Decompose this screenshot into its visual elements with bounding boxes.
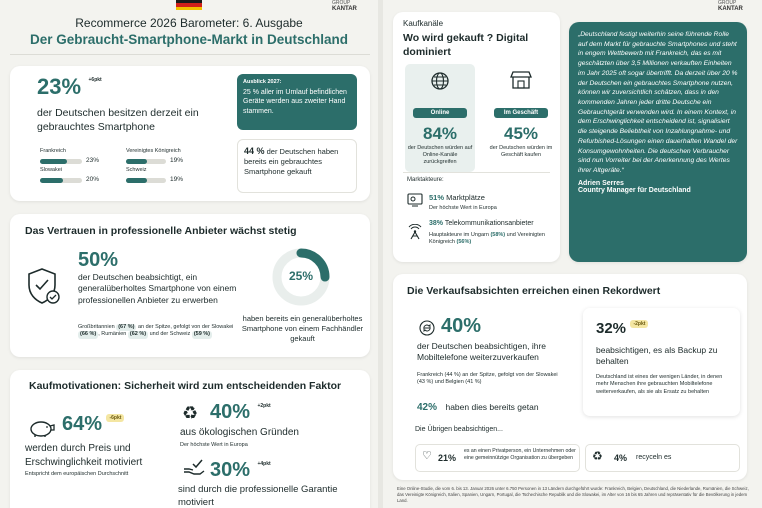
ownership-card	[10, 66, 370, 201]
country-value: 19%	[170, 157, 184, 165]
donut-text: haben bereits ein generalüberholtes Smartphone von einem Fachhändler gekauft	[241, 314, 364, 344]
ownership-text: der Deutschen besitzen derzeit ein gebrauchtes Smartphone	[37, 107, 199, 134]
recycle-value: 4%	[614, 453, 628, 463]
country-uk	[126, 148, 201, 166]
footnote-uk: (67 %)	[118, 324, 135, 330]
piggy-bank-icon	[28, 418, 56, 438]
store-value: 45%	[503, 124, 539, 143]
globe-icon	[429, 70, 451, 92]
eco-delta: +2pkt	[257, 403, 271, 409]
motivation-heading: Kaufmotivationen: Sicherheit wird zum entscheidenden Faktor	[29, 380, 342, 392]
motivation-card	[10, 370, 370, 508]
resale-text: der Deutschen beabsichtigen, ihre Mobiltelefone weiterzuverkaufen	[417, 341, 546, 363]
right-page	[383, 0, 762, 508]
report-subtitle: Der Gebraucht-Smartphone-Markt in Deutschland	[29, 32, 349, 47]
footnote-text: an der Spitze, gefolgt von der Slowakei	[137, 324, 234, 330]
price-note: Entspricht dem europäischen Durchschnitt	[25, 471, 129, 477]
kantar-logo	[332, 0, 357, 13]
kantar-logo-right	[718, 0, 743, 13]
channels-heading: Wo wird gekauft ? Digital dominiert	[403, 32, 529, 58]
country-name: Schweiz	[126, 167, 147, 173]
recycle-box	[585, 444, 740, 472]
logo-group: GROUP	[718, 0, 737, 6]
telco-note-text: Hauptakteure im Ungarn	[429, 232, 489, 238]
give-text: es an einen Privatperson, ein Unternehmen oder eine gemeinnützige Organisation zu übergeben	[464, 448, 576, 461]
heart-icon: ♡	[422, 450, 432, 462]
channels-card	[393, 12, 560, 262]
already-bought-text: der Deutschen haben bereits ein gebrauchtes Smartphone gekauft	[244, 147, 339, 177]
country-sk	[40, 167, 108, 185]
country-bar	[40, 178, 63, 183]
marketplace-icon	[407, 193, 423, 207]
telco-value: 38%	[429, 220, 444, 227]
done-value: 42%	[417, 402, 438, 413]
backup-note: Deutschland ist eines der wenigen Länder, in denen mehr Menschen ihre gebrauchten Mobiltelefone weiterverkaufen, als sie als Ersatz zu behalten	[596, 374, 723, 395]
german-flag-icon	[176, 0, 202, 10]
eco-note: Der höchste Wert in Europa	[180, 442, 248, 448]
footnote-sk: (66 %)	[80, 331, 97, 338]
warranty-text: sind durch die professionelle Garantie motiviert	[178, 484, 338, 508]
trust-text: der Deutschen beabsichtigt, ein generalüberholtes Smartphone von einem professionellen Anbieter zu erwerben	[78, 272, 237, 305]
ownership-value: 23%	[37, 74, 82, 99]
outlook-text: 25 % aller im Umlauf befindlichen Geräte werden aus zweiter Hand stammen.	[243, 89, 347, 115]
give-value: 21%	[438, 453, 457, 463]
quote-role: Country Manager für Deutschland	[578, 186, 691, 194]
store-label: Im Geschäft	[494, 108, 548, 118]
trust-card	[10, 214, 370, 357]
country-name: Frankreich	[40, 148, 66, 154]
donut-chart	[270, 246, 332, 308]
ownership-delta: +6pkt	[88, 77, 102, 83]
players-title: Marktakteure:	[407, 177, 444, 183]
eco-value: 40%	[210, 401, 251, 423]
eco-text: aus ökologischen Gründen	[180, 427, 299, 438]
store-icon	[510, 70, 532, 90]
resale-heading: Die Verkaufsabsichten erreichen einen Rekordwert	[407, 285, 661, 297]
telco-note	[429, 232, 554, 247]
trust-value: 50%	[78, 249, 119, 271]
backup-box	[583, 308, 740, 416]
online-text: der Deutschen würden auf Online-Kanäle zurückgreifen	[407, 145, 473, 166]
footnote-text: , Rumänien	[98, 331, 127, 338]
price-text: werden durch Preis und Erschwinglichkeit motiviert	[25, 443, 143, 468]
warranty-value: 30%	[210, 459, 251, 481]
logo-name: KANTAR	[718, 6, 743, 12]
country-name: Slowakei	[40, 167, 63, 173]
country-name: Vereinigtes Königreich	[126, 148, 181, 154]
country-value: 23%	[86, 157, 100, 165]
report-title: Recommerce 2026 Barometer: 6. Ausgabe	[75, 16, 303, 30]
country-ch	[126, 167, 201, 185]
others-label: Die Übrigen beabsichtigen...	[415, 426, 503, 433]
already-bought-box	[237, 139, 357, 193]
telco-note-text: und Vereinigten Königreich	[429, 232, 545, 246]
country-value: 19%	[170, 176, 184, 184]
donut-value: 25%	[288, 269, 314, 283]
backup-delta: -2pkt	[630, 320, 648, 328]
title-divider	[10, 54, 370, 55]
country-bar	[126, 178, 147, 183]
telco-label: Telekommunikationsanbieter	[444, 220, 534, 227]
country-fr	[40, 148, 108, 166]
store-text: der Deutschen würden im Geschäft kaufen	[489, 145, 553, 159]
logo-group: GROUP	[332, 0, 351, 6]
backup-value: 32%	[596, 320, 627, 337]
quote-text: „Deutschland festigt weiterhin seine führende Rolle auf dem Markt für gebrauchte Smartphones und steht in engem Wettbewerb mit Frankreich, das es mit geschätzten über 3,5 Millionen verkauften Einheiten im Jahr 2025 oft sogar übertrifft. Da derzeit über 20 % der Deutschen ein gebrauchtes Smartphone nutzen, können wir zuversichtlich schätzen, dass in den kommenden Jahren jeder dritte Deutsche ein Gebrauchtgerät verwenden wird. In einem Kontext, in dem Erschwinglichkeit entscheidend ist, signalisiert die steigende Beliebtheit von Inzahlungnahme- und Refurbished-Lösungen einen dauerhaften Wandel der Konsumgewohnheiten. Die deutschen Verbraucher sind nun Vorreiter bei der Anerkennung des Wertes ihrer Altgeräte.“	[578, 31, 738, 175]
resale-note: Frankreich (44 %) an der Spitze, gefolgt von der Slowakei (43 %) und Belgien (41 %)	[417, 372, 558, 386]
resale-card	[393, 274, 747, 480]
online-value: 84%	[422, 124, 458, 143]
antenna-icon	[407, 224, 423, 240]
warranty-delta: +4pkt	[257, 461, 271, 467]
country-bar	[40, 159, 67, 164]
logo-name: KANTAR	[332, 6, 357, 12]
backup-text: beabsichtigen, es als Backup zu behalten	[596, 345, 718, 367]
shield-check-icon	[26, 266, 62, 306]
outlook-title: Ausblick 2027:	[243, 79, 282, 85]
country-bar	[126, 159, 147, 164]
footnote-ro: (62 %)	[129, 331, 147, 338]
trust-footnote	[78, 324, 238, 339]
players-divider	[403, 172, 550, 173]
give-away-box	[415, 444, 580, 472]
resale-icon	[419, 320, 435, 336]
marketplace-note: Der höchste Wert in Europa	[429, 205, 497, 211]
marketplace-label: Marktplätze	[446, 193, 485, 202]
footnote-ch: (59 %)	[193, 331, 211, 338]
price-value: 64%	[62, 413, 103, 435]
recycle-small-icon: ♻	[592, 449, 603, 463]
outlook-box	[237, 74, 357, 130]
channels-kicker: Kaufkanäle	[403, 19, 444, 28]
already-bought-value: 44 %	[244, 146, 265, 156]
methodology-footnote: Eine Online-Studie, die vom 6. bis 13. Januar 2026 unter 6.750 Personen in 13 Ländern durchgeführt wurde: Frankreich, Belgien, Deutschland, die Niederlande, Rumänien, die Schweiz, das Vereinigte Königreich, Italien, Spanien, Ungarn, Portugal, die Tschechische Republik und die Slowakei, im Alter von 16 bis 65 Jahren und repräsentativ für die Bevölkerung in jedem Land.	[397, 486, 749, 503]
quote-author: Adrien Serres	[578, 179, 624, 187]
recycle-text: recyceln es	[636, 454, 672, 461]
marketplace-value: 51%	[429, 193, 445, 202]
price-delta: -6pkt	[106, 414, 124, 422]
done-text: haben dies bereits getan	[445, 402, 539, 412]
telco-note-hu: (58%)	[490, 232, 506, 238]
trust-heading: Das Vertrauen in professionelle Anbieter wächst stetig	[25, 225, 297, 237]
hand-guarantee-icon	[182, 458, 206, 478]
resale-value: 40%	[441, 315, 482, 337]
country-value: 20%	[86, 176, 100, 184]
quote-card	[569, 22, 747, 262]
footnote-text: und der Schweiz	[149, 331, 191, 338]
online-label: Online	[413, 108, 467, 118]
footnote-text: Großbritannien	[78, 324, 115, 330]
left-page	[0, 0, 378, 508]
recycle-icon: ♻	[182, 403, 199, 423]
telco-note-uk: (56%)	[456, 239, 472, 246]
